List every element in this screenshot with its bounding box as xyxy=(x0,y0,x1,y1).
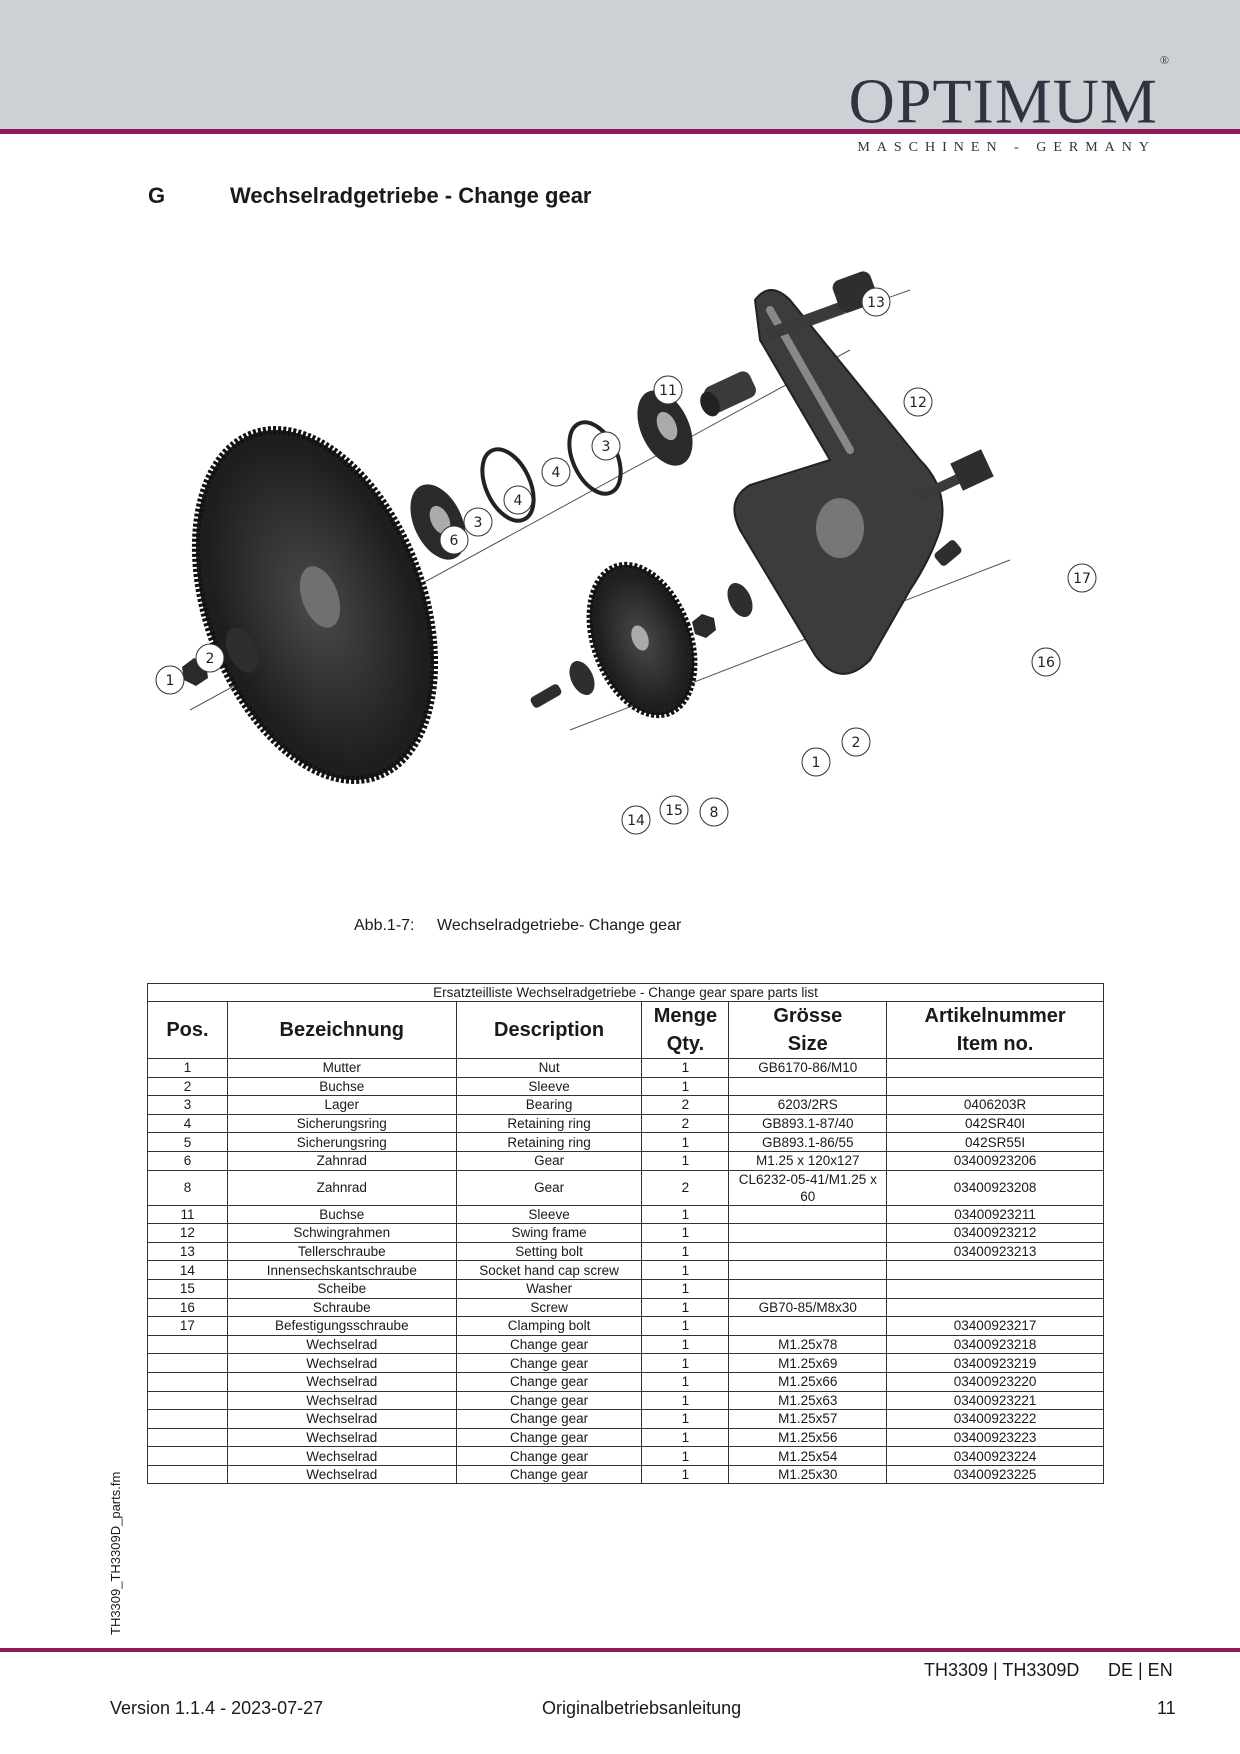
table-row xyxy=(148,1151,1104,1170)
cell-description: Change gear xyxy=(456,1335,642,1354)
cell-bezeichnung: Befestigungsschraube xyxy=(227,1317,456,1336)
cell-pos xyxy=(148,1372,228,1391)
header-qty-label: Qty. xyxy=(666,1033,705,1055)
cell-pos: 8 xyxy=(148,1170,228,1205)
logo-subtitle: MASCHINEN - GERMANY xyxy=(857,140,1156,155)
cell-item-no: 03400923206 xyxy=(887,1151,1104,1170)
header-description: Description xyxy=(456,1002,642,1059)
cell-qty: 1 xyxy=(642,1205,729,1224)
cell-description: Change gear xyxy=(456,1410,642,1429)
header-size xyxy=(729,1002,887,1059)
table-row xyxy=(148,1205,1104,1224)
footer-rule xyxy=(0,1648,1240,1652)
table-row xyxy=(148,1096,1104,1115)
callout-3-left xyxy=(464,508,492,536)
svg-text:2: 2 xyxy=(851,735,861,751)
svg-text:14: 14 xyxy=(627,813,645,829)
cell-size: M1.25x54 xyxy=(729,1447,887,1466)
header-artikelnummer-label: Artikelnummer xyxy=(924,1005,1066,1027)
cell-qty: 1 xyxy=(642,1354,729,1373)
cell-qty: 1 xyxy=(642,1465,729,1484)
cell-pos: 13 xyxy=(148,1242,228,1261)
table-row xyxy=(148,1261,1104,1280)
header-groesse-label: Grösse xyxy=(773,1005,843,1027)
cell-qty: 1 xyxy=(642,1317,729,1336)
cell-pos: 14 xyxy=(148,1261,228,1280)
figure-caption xyxy=(354,917,681,935)
cell-description: Change gear xyxy=(456,1372,642,1391)
cell-item-no: 03400923222 xyxy=(887,1410,1104,1429)
table-caption: Ersatzteilliste Wechselradgetriebe - Change gear spare parts list xyxy=(148,984,1104,1002)
cell-size xyxy=(729,1279,887,1298)
table-row xyxy=(148,1059,1104,1078)
callout-11 xyxy=(654,376,682,404)
cell-size xyxy=(729,1261,887,1280)
table-row xyxy=(148,1279,1104,1298)
svg-text:1: 1 xyxy=(811,755,821,771)
cell-pos: 2 xyxy=(148,1077,228,1096)
cell-item-no: 042SR40I xyxy=(887,1114,1104,1133)
cell-bezeichnung: Sicherungsring xyxy=(227,1133,456,1152)
cell-qty: 1 xyxy=(642,1151,729,1170)
cell-description: Change gear xyxy=(456,1391,642,1410)
cell-description: Change gear xyxy=(456,1428,642,1447)
callout-1-right xyxy=(802,748,830,776)
cell-qty: 1 xyxy=(642,1224,729,1243)
header-bezeichnung: Bezeichnung xyxy=(227,1002,456,1059)
cell-bezeichnung: Buchse xyxy=(227,1077,456,1096)
cap-screw-14 xyxy=(529,683,563,709)
table-row xyxy=(148,1224,1104,1243)
table-row xyxy=(148,1242,1104,1261)
swing-frame xyxy=(734,290,942,674)
nut-right xyxy=(692,614,716,638)
cell-description: Gear xyxy=(456,1151,642,1170)
cell-size: GB893.1-86/55 xyxy=(729,1133,887,1152)
table-row xyxy=(148,1410,1104,1429)
side-filename: TH3309_TH3309D_parts.fm xyxy=(108,1471,123,1635)
cell-description: Clamping bolt xyxy=(456,1317,642,1336)
cell-item-no: 03400923211 xyxy=(887,1205,1104,1224)
cell-bezeichnung: Mutter xyxy=(227,1059,456,1078)
svg-text:6: 6 xyxy=(449,533,459,549)
cell-size: M1.25x63 xyxy=(729,1391,887,1410)
cell-size: M1.25x78 xyxy=(729,1335,887,1354)
cell-bezeichnung: Schwingrahmen xyxy=(227,1224,456,1243)
callout-13 xyxy=(862,288,890,316)
cell-pos: 11 xyxy=(148,1205,228,1224)
cell-bezeichnung: Wechselrad xyxy=(227,1428,456,1447)
cell-item-no xyxy=(887,1077,1104,1096)
cell-pos: 4 xyxy=(148,1114,228,1133)
cell-size: GB70-85/M8x30 xyxy=(729,1298,887,1317)
cell-pos: 17 xyxy=(148,1317,228,1336)
cell-description: Bearing xyxy=(456,1096,642,1115)
header-menge-label: Menge xyxy=(653,1005,718,1027)
cell-description: Sleeve xyxy=(456,1077,642,1096)
table-row xyxy=(148,1170,1104,1205)
callout-8 xyxy=(700,798,728,826)
callout-16 xyxy=(1032,648,1060,676)
cell-qty: 1 xyxy=(642,1372,729,1391)
svg-text:11: 11 xyxy=(659,383,677,399)
svg-text:13: 13 xyxy=(867,295,885,311)
header-size-label: Size xyxy=(787,1033,828,1055)
parts-table xyxy=(147,983,1104,1484)
cell-pos: 12 xyxy=(148,1224,228,1243)
callout-1-left xyxy=(156,666,184,694)
washer-15 xyxy=(564,657,599,699)
small-gear xyxy=(570,550,714,729)
cell-size xyxy=(729,1317,887,1336)
cell-description: Gear xyxy=(456,1170,642,1205)
cell-pos xyxy=(148,1354,228,1373)
cell-pos xyxy=(148,1391,228,1410)
cell-qty: 1 xyxy=(642,1242,729,1261)
cell-qty: 1 xyxy=(642,1410,729,1429)
callout-15 xyxy=(660,796,688,824)
cell-item-no: 03400923223 xyxy=(887,1428,1104,1447)
cell-bezeichnung: Zahnrad xyxy=(227,1151,456,1170)
svg-text:3: 3 xyxy=(601,439,611,455)
table-row xyxy=(148,1428,1104,1447)
cell-qty: 1 xyxy=(642,1077,729,1096)
cell-size: M1.25x56 xyxy=(729,1428,887,1447)
cell-pos xyxy=(148,1428,228,1447)
cell-item-no xyxy=(887,1298,1104,1317)
svg-text:4: 4 xyxy=(551,465,561,481)
table-row xyxy=(148,1317,1104,1336)
cell-size: GB6170-86/M10 xyxy=(729,1059,887,1078)
cell-item-no: 03400923218 xyxy=(887,1335,1104,1354)
cell-item-no: 0406203R xyxy=(887,1096,1104,1115)
table-row xyxy=(148,1114,1104,1133)
callout-17 xyxy=(1068,564,1096,592)
large-gear xyxy=(151,397,478,813)
svg-text:8: 8 xyxy=(709,805,719,821)
cell-item-no: 03400923208 xyxy=(887,1170,1104,1205)
callout-2-left xyxy=(196,644,224,672)
page-number: 11 xyxy=(1157,1698,1176,1718)
cell-description: Swing frame xyxy=(456,1224,642,1243)
figure-caption-text: Wechselradgetriebe- Change gear xyxy=(437,917,682,934)
cell-bezeichnung: Sicherungsring xyxy=(227,1114,456,1133)
table-row xyxy=(148,1447,1104,1466)
cell-size: GB893.1-87/40 xyxy=(729,1114,887,1133)
footer-version: Version 1.1.4 - 2023-07-27 xyxy=(110,1698,324,1718)
cell-qty: 1 xyxy=(642,1133,729,1152)
svg-text:12: 12 xyxy=(909,395,927,411)
cell-size: M1.25x57 xyxy=(729,1410,887,1429)
svg-text:1: 1 xyxy=(165,673,175,689)
cell-qty: 2 xyxy=(642,1114,729,1133)
callout-4-a xyxy=(504,486,532,514)
cell-pos: 3 xyxy=(148,1096,228,1115)
table-row xyxy=(148,1372,1104,1391)
cell-description: Screw xyxy=(456,1298,642,1317)
section-title: Wechselradgetriebe - Change gear xyxy=(230,183,592,208)
cell-item-no xyxy=(887,1279,1104,1298)
retaining-ring-2 xyxy=(559,414,631,501)
cell-size: 6203/2RS xyxy=(729,1096,887,1115)
cell-bezeichnung: Wechselrad xyxy=(227,1372,456,1391)
cell-bezeichnung: Wechselrad xyxy=(227,1391,456,1410)
cell-size xyxy=(729,1077,887,1096)
header-pos: Pos. xyxy=(148,1002,228,1059)
washer-right xyxy=(722,579,757,621)
cell-bezeichnung: Buchse xyxy=(227,1205,456,1224)
svg-text:17: 17 xyxy=(1073,571,1091,587)
callout-14 xyxy=(622,806,650,834)
cell-qty: 1 xyxy=(642,1335,729,1354)
cell-description: Retaining ring xyxy=(456,1114,642,1133)
brand-logo xyxy=(848,53,1170,137)
footer-model: TH3309 | TH3309D xyxy=(924,1660,1080,1680)
cell-size xyxy=(729,1224,887,1243)
cell-qty: 1 xyxy=(642,1447,729,1466)
callout-6 xyxy=(440,526,468,554)
sleeve xyxy=(696,369,758,420)
cell-bezeichnung: Schraube xyxy=(227,1298,456,1317)
cell-description: Change gear xyxy=(456,1465,642,1484)
cell-size: CL6232-05-41/M1.25 x 60 xyxy=(729,1170,887,1205)
cell-item-no: 03400923213 xyxy=(887,1242,1104,1261)
cell-qty: 1 xyxy=(642,1059,729,1078)
cell-pos: 15 xyxy=(148,1279,228,1298)
cell-qty: 1 xyxy=(642,1298,729,1317)
cell-description: Retaining ring xyxy=(456,1133,642,1152)
cell-pos: 5 xyxy=(148,1133,228,1152)
callout-4-b xyxy=(542,458,570,486)
cell-qty: 1 xyxy=(642,1391,729,1410)
cell-item-no xyxy=(887,1059,1104,1078)
footer-manual-title: Originalbetriebsanleitung xyxy=(542,1698,742,1718)
section-letter: G xyxy=(148,183,166,208)
header-item-no xyxy=(887,1002,1104,1059)
svg-text:3: 3 xyxy=(473,515,483,531)
cell-description: Change gear xyxy=(456,1354,642,1373)
callout-2-right xyxy=(842,728,870,756)
cell-size: M1.25x30 xyxy=(729,1465,887,1484)
cell-item-no: 03400923219 xyxy=(887,1354,1104,1373)
cell-description: Setting bolt xyxy=(456,1242,642,1261)
table-row xyxy=(148,1335,1104,1354)
cell-pos xyxy=(148,1410,228,1429)
cell-bezeichnung: Wechselrad xyxy=(227,1335,456,1354)
screw-16 xyxy=(933,539,963,568)
cell-bezeichnung: Tellerschraube xyxy=(227,1242,456,1261)
registered-mark: ® xyxy=(1159,53,1170,67)
cell-bezeichnung: Lager xyxy=(227,1096,456,1115)
table-row xyxy=(148,1354,1104,1373)
cell-bezeichnung: Innensechskantschraube xyxy=(227,1261,456,1280)
exploded-view-diagram xyxy=(150,260,1110,840)
cell-item-no: 03400923217 xyxy=(887,1317,1104,1336)
table-row xyxy=(148,1391,1104,1410)
cell-item-no xyxy=(887,1261,1104,1280)
cell-size: M1.25 x 120x127 xyxy=(729,1151,887,1170)
callout-12 xyxy=(904,388,932,416)
cell-item-no: 03400923224 xyxy=(887,1447,1104,1466)
cell-bezeichnung: Zahnrad xyxy=(227,1170,456,1205)
cell-bezeichnung: Scheibe xyxy=(227,1279,456,1298)
cell-item-no: 042SR55I xyxy=(887,1133,1104,1152)
table-row xyxy=(148,1465,1104,1484)
cell-description: Socket hand cap screw xyxy=(456,1261,642,1280)
table-row xyxy=(148,1077,1104,1096)
cell-qty: 2 xyxy=(642,1096,729,1115)
cell-description: Washer xyxy=(456,1279,642,1298)
cell-size xyxy=(729,1205,887,1224)
cell-size xyxy=(729,1242,887,1261)
cell-bezeichnung: Wechselrad xyxy=(227,1465,456,1484)
svg-text:16: 16 xyxy=(1037,655,1055,671)
table-row xyxy=(148,1133,1104,1152)
cell-qty: 2 xyxy=(642,1170,729,1205)
cell-description: Change gear xyxy=(456,1447,642,1466)
header-qty xyxy=(642,1002,729,1059)
callout-3-right xyxy=(592,432,620,460)
cell-description: Nut xyxy=(456,1059,642,1078)
cell-pos: 6 xyxy=(148,1151,228,1170)
footer-language: DE | EN xyxy=(1108,1660,1173,1680)
figure-caption-label: Abb.1-7: xyxy=(354,917,415,934)
cell-bezeichnung: Wechselrad xyxy=(227,1447,456,1466)
cell-item-no: 03400923221 xyxy=(887,1391,1104,1410)
cell-qty: 1 xyxy=(642,1279,729,1298)
cell-item-no: 03400923225 xyxy=(887,1465,1104,1484)
cell-pos xyxy=(148,1335,228,1354)
logo-text: OPTIMUM xyxy=(848,65,1158,137)
cell-bezeichnung: Wechselrad xyxy=(227,1354,456,1373)
cell-size: M1.25x69 xyxy=(729,1354,887,1373)
cell-pos xyxy=(148,1465,228,1484)
cell-qty: 1 xyxy=(642,1428,729,1447)
cell-qty: 1 xyxy=(642,1261,729,1280)
cell-pos: 1 xyxy=(148,1059,228,1078)
cell-item-no: 03400923220 xyxy=(887,1372,1104,1391)
cell-pos xyxy=(148,1447,228,1466)
cell-description: Sleeve xyxy=(456,1205,642,1224)
cell-bezeichnung: Wechselrad xyxy=(227,1410,456,1429)
header-item-no-label: Item no. xyxy=(956,1033,1034,1055)
svg-text:4: 4 xyxy=(513,493,523,509)
cell-pos: 16 xyxy=(148,1298,228,1317)
svg-text:15: 15 xyxy=(665,803,683,819)
cell-size: M1.25x66 xyxy=(729,1372,887,1391)
svg-text:2: 2 xyxy=(205,651,215,667)
cell-item-no: 03400923212 xyxy=(887,1224,1104,1243)
table-row xyxy=(148,1298,1104,1317)
